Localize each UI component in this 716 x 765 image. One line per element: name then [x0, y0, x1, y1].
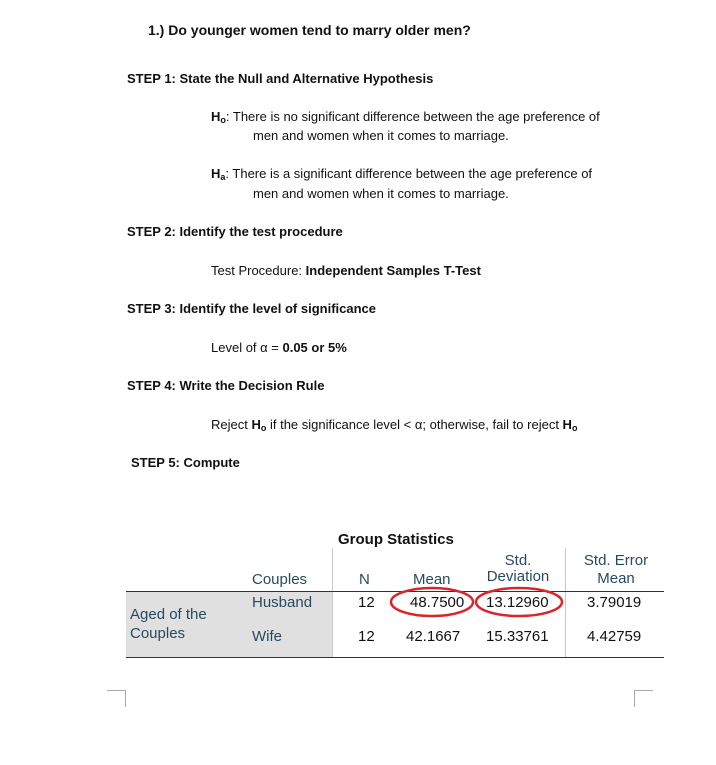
ha-symbol: $H_a$	[211, 166, 226, 182]
alt-hypothesis-line1: $H_a$: There is a significant difference between the age preference of	[211, 166, 593, 182]
alt-hypothesis-line2: men and women when it comes to marriage.	[253, 186, 509, 201]
page-corner-mark-right	[634, 690, 653, 707]
header-n: N	[359, 571, 370, 588]
row-label: Aged of the Couples	[130, 606, 207, 642]
wife-n: 12	[358, 628, 375, 645]
table-title: Group Statistics	[338, 531, 454, 548]
header-mean: Mean	[413, 571, 451, 588]
column-separator	[332, 548, 333, 658]
mean-highlight-circle	[391, 588, 473, 616]
table-bottom-rule	[126, 657, 664, 658]
step4-title: STEP 4: Write the Decision Rule	[127, 378, 325, 393]
husband-n: 12	[358, 594, 375, 611]
null-hypothesis-line1: $H_o$: There is no significant difference between the age preference of	[211, 109, 600, 125]
sd-highlight-circle	[476, 588, 562, 616]
header-std-deviation: Std. Deviation	[486, 552, 550, 585]
husband-se: 3.79019	[587, 594, 642, 611]
question-title: 1.) Do younger women tend to marry older men?	[148, 22, 471, 38]
step3-title: STEP 3: Identify the level of significance	[127, 301, 376, 316]
group-husband: Husband	[252, 594, 313, 611]
wife-se: 4.42759	[587, 628, 642, 645]
wife-mean: 42.1667	[406, 628, 461, 645]
husband-sd: 13.12960	[486, 594, 549, 611]
wife-sd: 15.33761	[486, 628, 549, 645]
step1-title: STEP 1: State the Null and Alternative Hypothesis	[127, 71, 434, 86]
page-corner-mark-left	[107, 690, 126, 707]
header-couples: Couples	[252, 571, 308, 588]
step5-title: STEP 5: Compute	[131, 455, 240, 470]
highlight-annotation	[390, 584, 566, 620]
step2-title: STEP 2: Identify the test procedure	[127, 224, 343, 239]
group-wife: Wife	[252, 628, 282, 645]
header-std-error-mean: Std. Error Mean	[583, 552, 649, 587]
h0-symbol: $H_o$	[211, 109, 226, 125]
husband-mean: 48.7500	[410, 594, 465, 611]
null-hypothesis-line2: men and women when it comes to marriage.	[253, 128, 509, 143]
test-procedure: Test Procedure: Independent Samples T-Test	[211, 263, 481, 278]
significance-level: Level of α = 0.05 or 5%	[211, 340, 347, 355]
decision-rule: Reject $H_o$ if the significance level < α; otherwise, fail to reject $H_o$	[211, 417, 578, 433]
